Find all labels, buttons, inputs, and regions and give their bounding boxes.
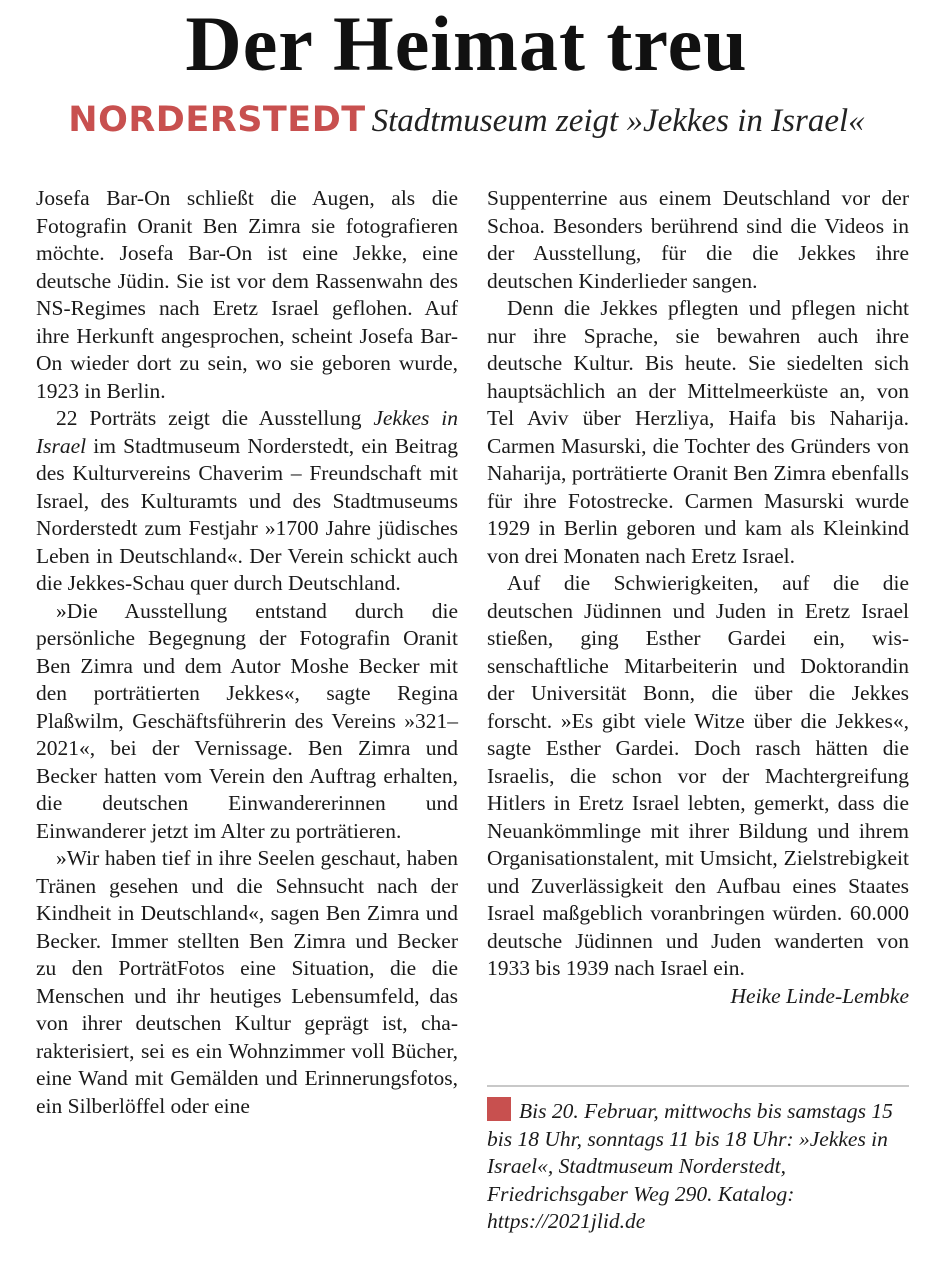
info-box	[487, 1085, 909, 1236]
info-box-text: Bis 20. Februar, mittwochs bis samstags 15 bis 18 Uhr, sonntags 11 bis 18 Uhr: »Jekkes in Israel«, Stadtmuseum Norderstedt, Friedrichsgaber Weg 290. Katalog: https://2021jlid.de	[487, 1099, 893, 1233]
paragraph-text: Auf die Schwierigkeiten, auf die die deutschen Jüdinnen und Juden in Eretz Israel stießen, ging Esther Gardei ein, wissenschaftliche Mitarbeiterin und Doktorandin der Universität Bonn, die über die Jekkes forscht. »Es gibt viele Witze über die Jekkes«, sagte Esther Gardei. Doch rasch hätten die Israelis, die schon vor der Machtergreifung Hitlers in Eretz Israel lebten, gemerkt, dass die Neuankömmlinge mit ihrer Bildung und ihrem Organisationstalent, mit Umsicht, Zielstrebigkeit und Zuverlässigkeit den Aufbau eines Staates Israel maßgeblich voranbringen würden. 60.000 deutsche Jüdinnen und Juden wanderten von 1933 bis 1939 nach Israel ein.	[487, 571, 909, 980]
author-signature: Heike Linde-Lembke	[730, 983, 909, 1008]
paragraph-text: im Stadtmuseum Norderstedt, ein Beitrag des Kulturvereins Chaverim – Freundschaft mit Israel, des Kulturamts und des Stadtmuseums Norderstedt zum Festjahr »1700 Jahre jüdisches Leben in Deutschland«. Der Verein schickt auch die Jekkes-Schau quer durch Deutschland.	[36, 433, 458, 595]
kicker-location: NORDERSTEDT	[68, 100, 366, 140]
paragraph: Denn die Jekkes pflegten und pflegen nicht nur ihre Sprache, sie bewahren auch ihre deutsche Kultur. Bis heute. Sie siedelten sich hauptsächlich an der Mittelmeerküste an, von Tel Aviv über Herzliya, Haifa bis Naharija. Carmen Masurski, die Tochter des Gründers von Naharija, porträtierte Oranit Ben Zimra ebenfalls für ihre Fotostrecke. Carmen Masurski wurde 1929 in Berlin geboren und kam als Kleinkind von drei Monaten nach Eretz Israel.	[487, 296, 909, 568]
square-marker-icon	[487, 1097, 511, 1121]
paragraph: Suppenterrine aus einem Deutschland vor der Schoa. Besonders berührend sind die Videos in der Ausstellung, für die die Jekkes ihre deutschen Kinderlieder sangen.	[487, 186, 909, 293]
paragraph: Josefa Bar-On schließt die Augen, als die Fotografin Oranit Ben Zimra sie fotografieren möchte. Josefa Bar-On ist eine Jekke, eine deutsche Jüdin. Sie ist vor dem Rassenwahn des NS-Regimes nach Eretz Israel geflohen. Auf ihre Herkunft angesprochen, scheint Josefa Bar-On wieder dort zu sein, wo sie geboren wurde, 1923 in Berlin.	[36, 186, 458, 403]
paragraph	[487, 570, 909, 1008]
subheadline	[0, 100, 933, 140]
exhibition-title: Jekkes in Israel	[36, 406, 459, 458]
paragraph: »Wir haben tief in ihre Seelen geschaut, haben Tränen gesehen und die Sehnsucht nach der Kindheit in Deutschland«, sagen Ben Zimra und Becker. Immer stellten Ben Zimra und Becker zu den PorträtFotos eine Situation, die die Menschen und ihr heutiges Lebensumfeld, das von ihrer deutschen Kultur geprägt ist, charakterisiert, sei es ein Wohnzimmer voll Bücher, eine Wand mit Gemälden und Erinnerungsfotos, ein Silberlöffel oder eine	[36, 846, 458, 1118]
paragraph-text: 22 Porträts zeigt die Ausstellung	[56, 406, 374, 430]
paragraph: »Die Ausstellung entstand durch die persönliche Begegnung der Fotografin Oranit Ben Zimra und dem Autor Moshe Becker mit den porträtierten Jekkes«, sagte Regina Plaßwilm, Geschäftsführerin des Vereins »321–2021«, bei der Vernissage. Ben Zimra und Becker hatten vom Verein den Auftrag erhalten, die deutschen Einwandererinnen und Einwanderer jetzt im Alter zu porträtieren.	[36, 598, 458, 843]
article-column-right	[487, 185, 909, 1010]
paragraph	[36, 405, 458, 598]
subtitle: Stadtmuseum zeigt »Jekkes in Israel«	[371, 103, 865, 139]
article-column-left	[36, 185, 458, 1120]
headline: Der Heimat treu	[185, 0, 748, 87]
